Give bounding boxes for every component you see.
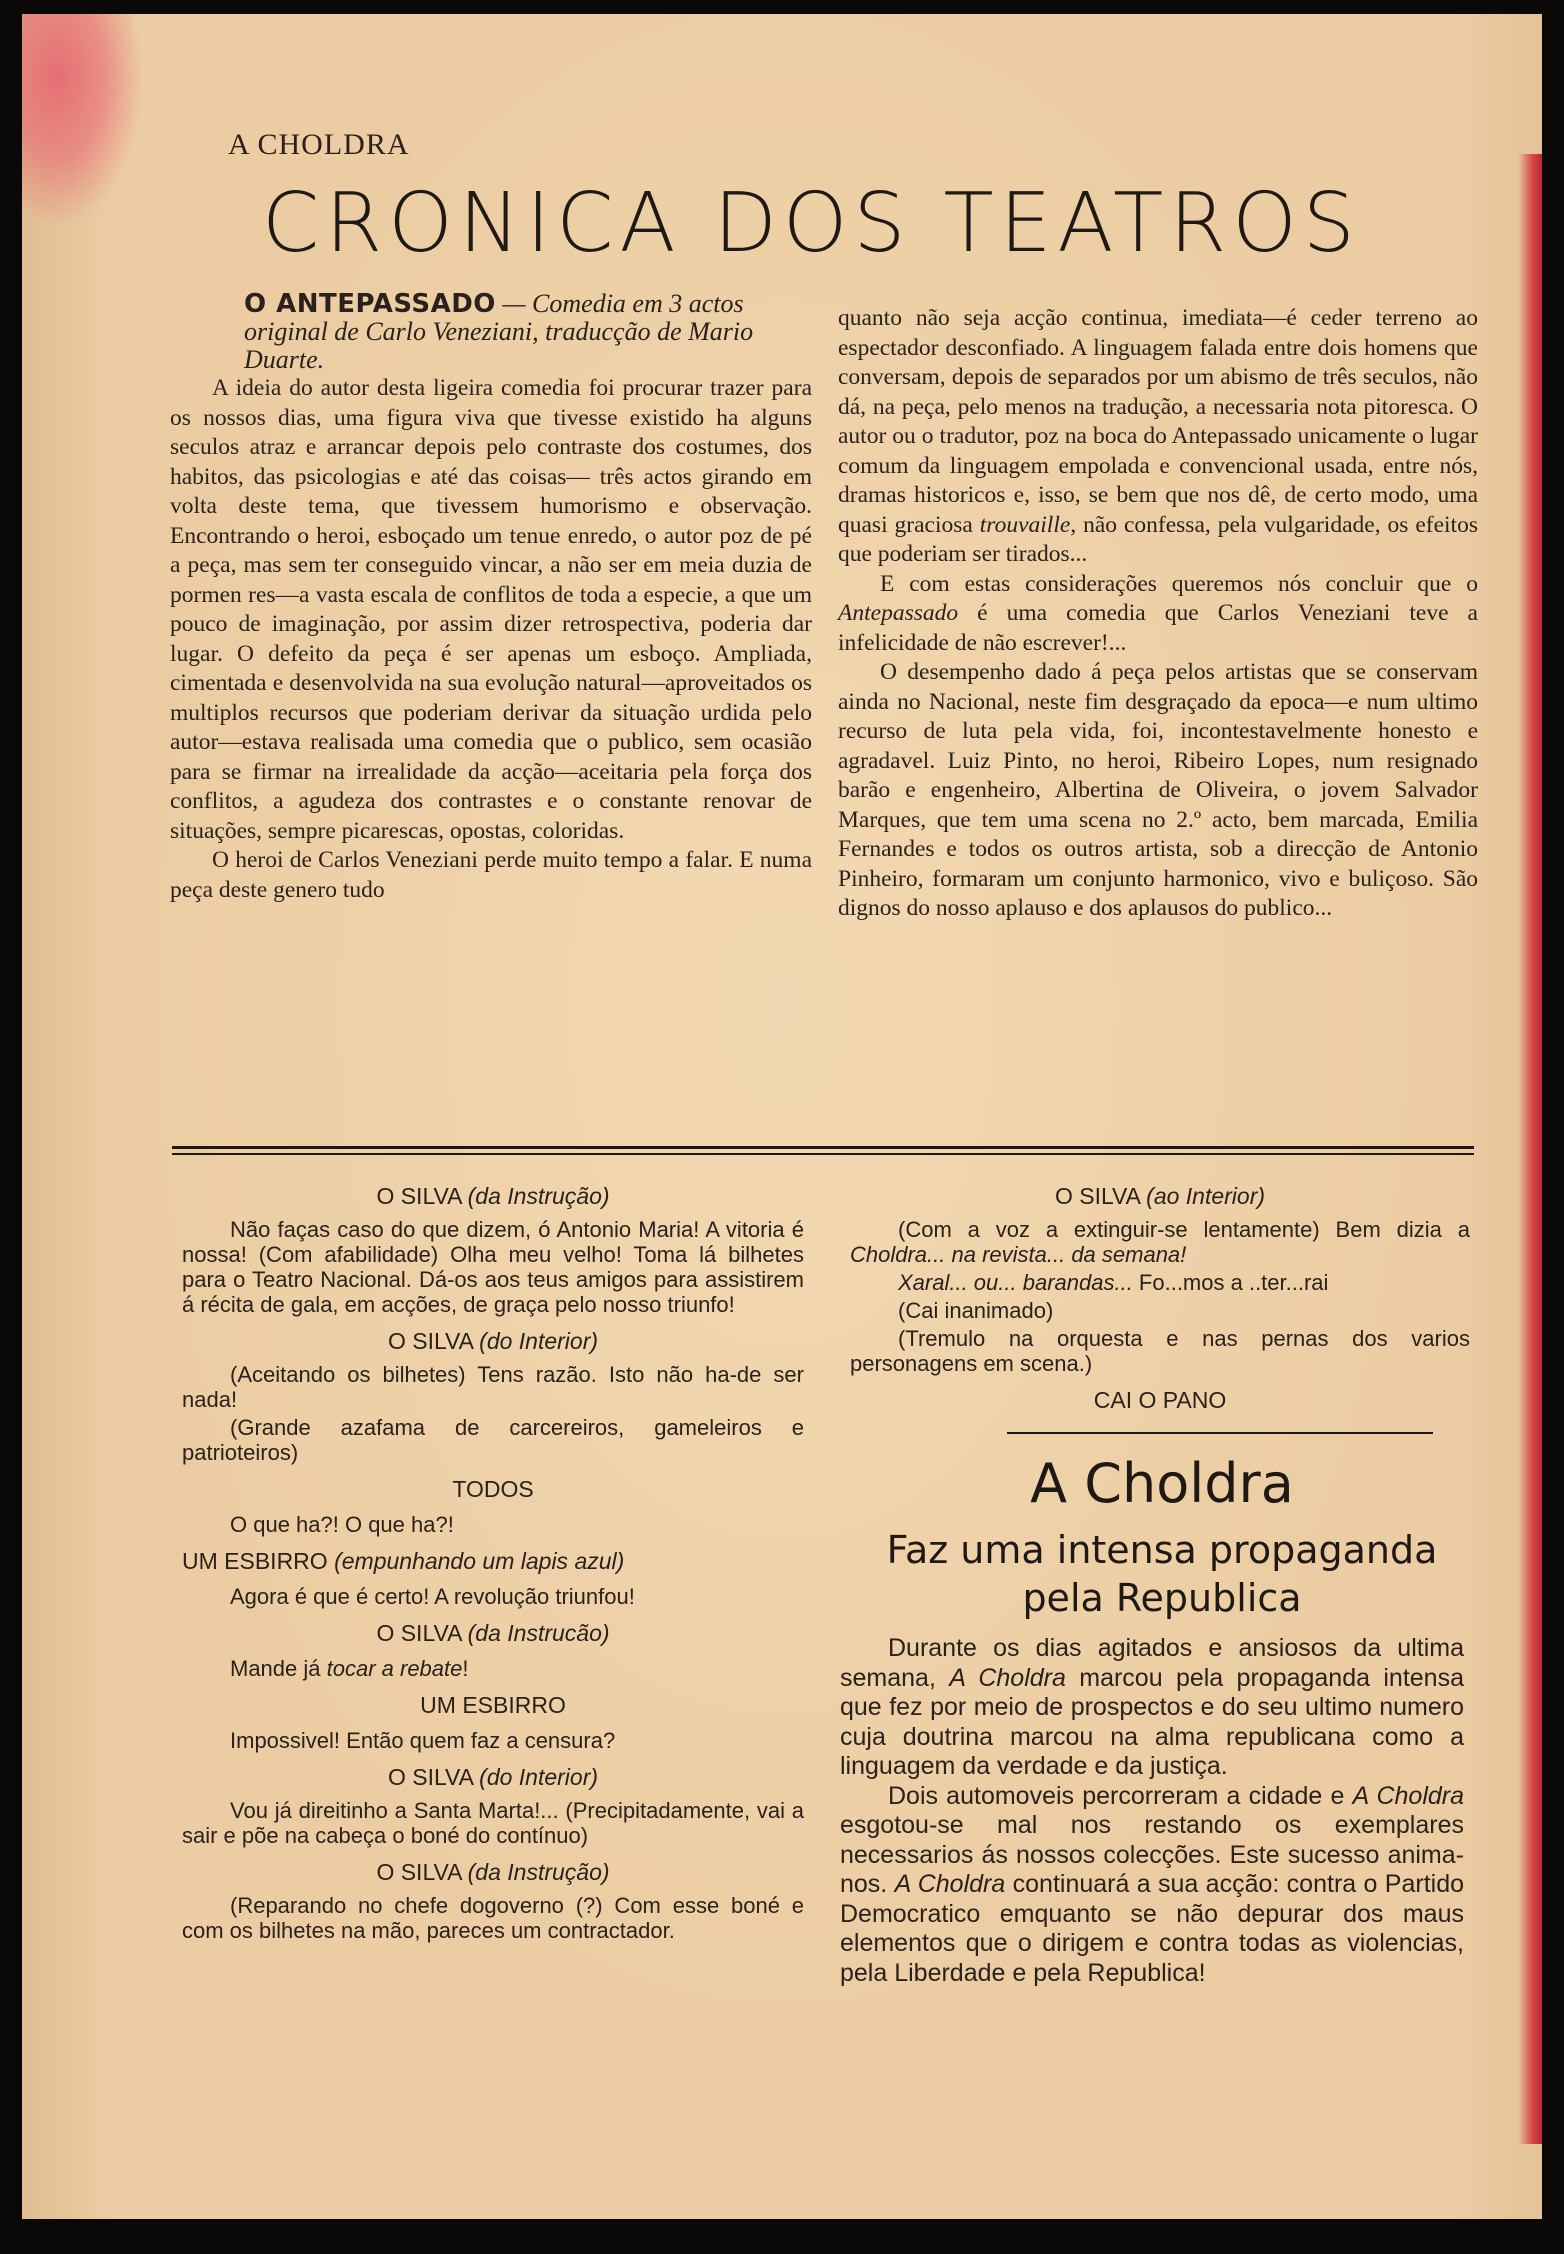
red-stain [22,14,142,224]
stage-direction: (Cai inanimado) [898,1298,1054,1323]
ad-divider [1007,1432,1433,1434]
dialog-line: Xaral... ou... barandas... Fo...mos a ..ter...rai [898,1270,1329,1295]
dialog-line: (Reparando no chefe dogoverno (?) Com esse boné e com os bilhetes na mão, pareces um contractador. [182,1893,804,1943]
speaker-label: TODOS [452,1476,534,1502]
speaker-label: O SILVA (da Instrucão) [376,1620,610,1646]
dialog-line: Impossivel! Então quem faz a censura? [230,1728,616,1753]
speaker-label: O SILVA (do Interior) [387,1328,599,1354]
ad-subtitle-line: pela Republica [1022,1576,1302,1620]
speaker-label: O SILVA (do Interior) [387,1764,599,1790]
review-column-right [838,304,1478,924]
speaker-label: O SILVA (ao Interior) [1054,1183,1266,1209]
red-edge-stain [1518,154,1542,2144]
ad-paragraph: Durante os dias agitados e ansiosos da ultima semana, A Choldra marcou pela propaganda intensa que fez por meio de prospectos e do seu ultimo numero cuja doutrina marcou na alma republicana como a linguagem da verdade e da justiça. [840,1634,1464,1780]
stage-direction: (Tremulo na orquesta e nas pernas dos varios personagens em scena.) [850,1326,1470,1376]
review-heading [244,290,824,374]
dialog-line: Mande já tocar a rebate! [230,1656,469,1681]
curtain-line: CAI O PANO [1093,1387,1227,1413]
dialog-line: O que ha?! O que ha?! [230,1512,454,1537]
review-paragraph: quanto não seja acção continua, imediata—é ceder terreno ao espectador desconfiado. A linguagem falada entre dois homens que conversam, depois de separados por um abismo de três seculos, não dá, na peça, pelo menos na tradução, a necessaria nota pitoresca. O autor ou o tradutor, poz na boca do Antepassado unicamente o lugar comum da linguagem empolada e convencional usada, entre nós, dramas historicos e, isso, se bem que nos dê, de certo modo, uma quasi graciosa trouvaille, não confessa, pela vulgaridade, os efeitos que poderiam ser tirados... [838,305,1478,567]
speaker-label: O SILVA (da Instrução) [376,1859,610,1885]
speaker-label: UM ESBIRRO [420,1692,566,1718]
play-description: — Comedia em 3 actos original de Carlo Veneziani, traducção de Mario Duarte. [244,289,754,374]
dialog-line: Vou já direitinho a Santa Marta!... (Precipitadamente, vai a sair e põe na cabeça o boné do contínuo) [182,1798,804,1848]
play-name: O ANTEPASSADO [244,289,496,319]
speaker-label: UM ESBIRRO (empunhando um lapis azul) [182,1548,625,1574]
dialog-line: Não faças caso do que dizem, ó Antonio Maria! A vitoria é nossa! (Com afabilidade) Olha meu velho! Toma lá bilhetes para o Teatro Nacional. Dá-os aos teus amigos para assistirem á récita de gala, em acções, de graça pelo nosso triunfo! [182,1217,804,1317]
ad-body [840,1634,1464,1988]
dialog-column-right [850,1184,1470,1421]
page-title: CRONICA DOS TEATROS [262,176,1361,271]
dialog-line: (Com a voz a extinguir-se lentamente) Bem dizia a Choldra... na revista... da semana! [850,1217,1470,1267]
dialog-column-left [182,1172,804,1946]
ad-title: A Choldra [1030,1452,1294,1515]
review-paragraph: O heroi de Carlos Veneziani perde muito tempo a falar. E numa peça deste genero tudo [170,847,812,903]
review-paragraph: E com estas considerações queremos nós concluir que o Antepassado é uma comedia que Carlos Veneziani teve a infelicidade de não escrever!... [838,570,1478,656]
dialog-line: (Aceitando os bilhetes) Tens razão. Isto não ha-de ser nada! [182,1362,804,1412]
review-column-left [170,374,812,905]
ad-paragraph: Dois automoveis percorreram a cidade e A Choldra esgotou-se mal nos restando os exemplares necessarios ás nossos colecções. Este sucesso anima-nos. A Choldra continuará a sua acção: contra o Partido Democratico emquanto se não depurar dos maus elementos que o dirigem e contra todas as violencias, pela Liberdade e pela Republica! [840,1781,1465,1987]
running-head: A CHOLDRA [228,128,410,161]
ad-subtitle [842,1526,1482,1622]
review-paragraph: A ideia do autor desta ligeira comedia foi procurar trazer para os nossos dias, uma figura viva que tivesse existido ha alguns seculos atraz e arrancar depois pelo contraste dos costumes, dos habitos, das psicologias e até das coisas— três actos girando em volta deste tema, que tivessem humorismo e observação. Encontrando o heroi, esboçado um tenue enredo, o autor poz de pé a peça, mas sem ter conseguido vincar, a não ser em meia duzia de pormen res—a vasta escala de conflitos de toda a especie, a que um pouco de imaginação, por assim dizer retrospectiva, poderia dar lugar. O defeito da peça é ser apenas um esboço. Ampliada, cimentada e desenvolvida na sua evolução natural—aproveitados os multiplos recursos que poderiam derivar da situação urdida pelo autor—estava realisada uma comedia que o publico, sem ocasião para se firmar na irrealidade da acção—aceitaria pela força dos conflitos, a agudeza dos contrastes e o constante renovar de situações, sempre picarescas, opostas, coloridas. [170,375,812,844]
stage-direction: (Grande azafama de carcereiros, gameleiros e patrioteiros) [182,1415,804,1465]
review-paragraph: O desempenho dado á peça pelos artistas que se conservam ainda no Nacional, neste fim desgraçado da epoca—e num ultimo recurso de luta pela vida, foi, incontestavelmente honesto e agradavel. Luiz Pinto, no heroi, Ribeiro Lopes, num resignado barão e engenheiro, Albertina de Oliveira, o jovem Salvador Marques, que tem uma scena no 2.º acto, bem marcada, Emilia Fernandes e todos os outros artista, sob a direcção de Antonio Pinheiro, formaram um conjunto harmonico, vivo e buliçoso. São dignos do nosso aplauso e dos aplausos do publico... [838,659,1478,921]
ad-subtitle-line: Faz uma intensa propaganda [886,1528,1438,1572]
speaker-label: O SILVA (da Instrução) [376,1183,610,1209]
section-divider [172,1146,1474,1155]
newspaper-page [22,14,1542,2219]
dialog-line: Agora é que é certo! A revolução triunfou! [230,1584,635,1609]
